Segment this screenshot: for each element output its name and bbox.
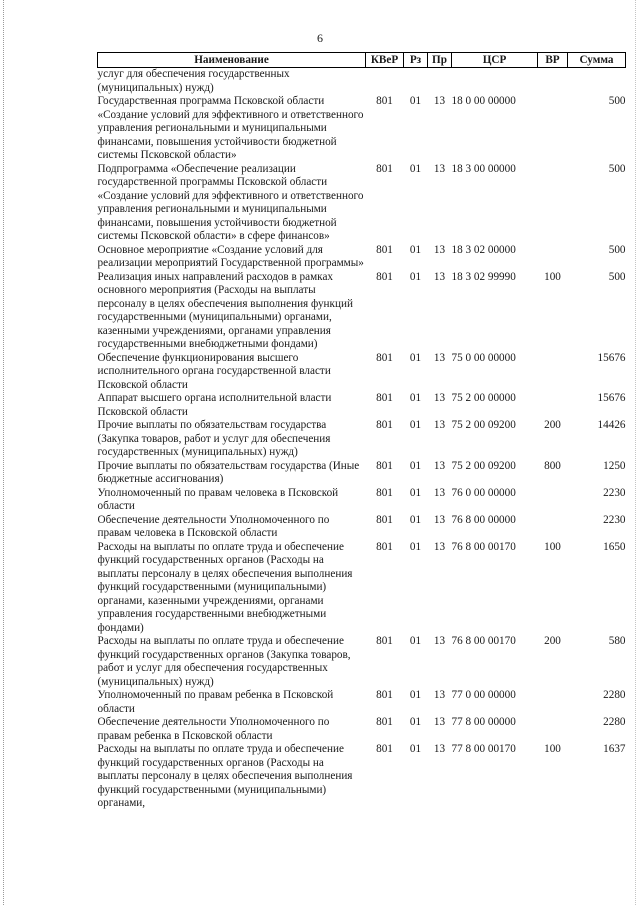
table-row (98, 460, 626, 487)
table-row (98, 352, 626, 393)
cell-pr (428, 68, 452, 96)
cell-rz: 01 (409, 486, 422, 499)
table-row (98, 487, 626, 514)
table-row (98, 68, 626, 96)
cell-vr (538, 716, 568, 743)
cell-rz: 01 (409, 243, 422, 256)
cell-name: Расходы на выплаты по оплате труда и обеспечение функций государственных органов (Расходы на выплаты персоналу в целях обеспечения выполнения функций государственными (муниципальными) органами, (97, 743, 353, 809)
cell-vr (538, 487, 568, 514)
cell-csr: 18 3 02 00000 (451, 243, 516, 256)
cell-name: Расходы на выплаты по оплате труда и обеспечение функций государственных органов (Расходы на выплаты персоналу в целях обеспечения выполнения функций государственными (муниципальными) органами, казенными учреждениями, органами управления государственными внебюджетными фондами) (97, 540, 353, 634)
cell-name: Уполномоченный по правам ребенка в Псковской области (97, 689, 334, 715)
cell-pr: 13 (433, 743, 446, 755)
cell-vr (538, 392, 568, 419)
cell-kver: 801 (376, 243, 393, 256)
cell-pr: 13 (433, 95, 446, 107)
cell-csr: 76 8 00 00170 (451, 540, 516, 553)
cell-sum: 1250 (603, 459, 626, 472)
cell-csr: 76 8 00 00000 (451, 513, 516, 526)
cell-pr: 13 (433, 392, 446, 404)
header-name: Наименование (98, 53, 366, 68)
cell-sum: 2230 (603, 513, 626, 526)
cell-name: Аппарат высшего органа исполнительной власти Псковской области (97, 392, 332, 418)
table-row (98, 716, 626, 743)
header-kver: КВеР (366, 53, 404, 68)
cell-rz: 01 (409, 743, 422, 755)
cell-pr: 13 (433, 716, 446, 728)
cell-kver: 801 (376, 540, 393, 553)
cell-sum: 500 (608, 162, 626, 175)
cell-rz: 01 (409, 351, 422, 364)
cell-name: Подпрограмма «Обеспечение реализации государственной программы Псковской области «Создание условий для эффективного и ответственного управления региональными и муниципальными финансами, повышения устойчивости бюджетной системы Псковской области» в сфере финансов» (97, 162, 364, 242)
table-row (98, 635, 626, 689)
cell-rz: 01 (409, 270, 422, 283)
table-row (98, 95, 626, 163)
cell-pr: 13 (433, 689, 446, 701)
cell-vr: 100 (544, 540, 561, 553)
cell-rz: 01 (409, 459, 422, 472)
table-row (98, 541, 626, 636)
cell-rz: 01 (409, 162, 422, 175)
table-row (98, 743, 626, 811)
cell-sum: 500 (608, 95, 626, 107)
cell-sum: 500 (608, 270, 626, 283)
cell-sum: 2280 (603, 689, 626, 701)
cell-name: Уполномоченный по правам человека в Псковской области (97, 486, 339, 512)
table-row (98, 514, 626, 541)
cell-sum: 14426 (597, 419, 626, 431)
cell-sum: 1650 (603, 540, 626, 553)
cell-kver: 801 (376, 419, 393, 431)
cell-csr: 18 3 00 00000 (451, 162, 516, 175)
cell-pr: 13 (433, 419, 446, 431)
cell-csr: 75 0 00 00000 (451, 351, 516, 364)
cell-name: Реализация иных направлений расходов в рамках основного мероприятия (Расходы на выплаты персоналу в целях обеспечения выполнения функций государственными (муниципальными) органами, казенными учреждениями, органами управления государственными внебюджетными фондами) (97, 270, 353, 350)
cell-kver: 801 (376, 459, 393, 472)
cell-pr: 13 (433, 351, 446, 364)
cell-name: Государственная программа Псковской области «Создание условий для эффективного и ответственного управления региональными и муниципальными финансами, повышения устойчивости бюджетной системы Псковской области» (97, 95, 364, 161)
cell-rz: 01 (409, 95, 422, 107)
table-row (98, 271, 626, 352)
table-row (98, 689, 626, 716)
scan-edge-left (3, 0, 5, 905)
cell-rz: 01 (409, 392, 422, 404)
cell-vr: 200 (544, 635, 561, 647)
cell-name: Обеспечение деятельности Уполномоченного по правам человека в Псковской области (97, 513, 330, 539)
cell-kver: 801 (376, 162, 393, 175)
cell-sum: 2280 (603, 716, 626, 728)
cell-csr: 77 8 00 00170 (451, 743, 516, 755)
page-number: 6 (317, 31, 323, 45)
cell-vr: 100 (544, 743, 561, 755)
cell-pr: 13 (433, 243, 446, 256)
cell-name: Обеспечение деятельности Уполномоченного по правам ребенка в Псковской области (97, 716, 330, 742)
header-sum: Сумма (568, 53, 626, 68)
cell-kver: 801 (376, 270, 393, 283)
cell-vr (538, 95, 568, 163)
cell-rz: 01 (409, 689, 422, 701)
cell-kver: 801 (376, 392, 393, 404)
cell-vr (538, 352, 568, 393)
cell-sum: 580 (608, 635, 626, 647)
cell-rz: 01 (409, 716, 422, 728)
cell-sum: 1637 (603, 743, 626, 755)
cell-vr (538, 163, 568, 244)
cell-kver (366, 68, 404, 96)
cell-csr: 75 2 00 09200 (451, 459, 516, 472)
cell-name: Расходы на выплаты по оплате труда и обеспечение функций государственных органов (Закупка товаров, работ и услуг для обеспечения государственных (муниципальных) нужд) (97, 635, 351, 688)
cell-sum: 500 (608, 243, 626, 256)
cell-kver: 801 (376, 351, 393, 364)
table-row (98, 244, 626, 271)
cell-rz: 01 (409, 540, 422, 553)
cell-csr: 18 3 02 99990 (451, 270, 516, 283)
cell-rz: 01 (409, 635, 422, 647)
cell-pr: 13 (433, 513, 446, 526)
cell-kver: 801 (376, 513, 393, 526)
cell-pr: 13 (433, 635, 446, 647)
cell-csr: 75 2 00 00000 (451, 392, 516, 404)
cell-vr (538, 689, 568, 716)
cell-csr: 75 2 00 09200 (451, 419, 516, 431)
cell-csr: 77 0 00 00000 (451, 689, 516, 701)
cell-csr: 18 0 00 00000 (451, 95, 516, 107)
cell-name: Основное мероприятие «Создание условий для реализации мероприятий Государственной программы» (97, 243, 364, 269)
cell-pr: 13 (433, 162, 446, 175)
cell-kver: 801 (376, 689, 393, 701)
cell-name: услуг для обеспечения государственных (муниципальных) нужд) (97, 68, 290, 94)
cell-kver: 801 (376, 716, 393, 728)
cell-sum (568, 68, 626, 96)
cell-vr: 200 (544, 419, 561, 431)
cell-csr: 76 0 00 00000 (451, 486, 516, 499)
cell-name: Прочие выплаты по обязательствам государства (Закупка товаров, работ и услуг для обеспечения государственных (муниципальных) нужд) (97, 419, 331, 458)
cell-kver: 801 (376, 743, 393, 755)
cell-name: Прочие выплаты по обязательствам государства (Иные бюджетные ассигнования) (97, 459, 360, 485)
cell-kver: 801 (376, 95, 393, 107)
cell-name: Обеспечение функционирования высшего исполнительного органа государственной власти Псковской области (97, 351, 331, 391)
header-csr: ЦСР (452, 53, 538, 68)
cell-vr: 800 (544, 459, 561, 472)
cell-rz: 01 (409, 419, 422, 431)
cell-sum: 2230 (603, 486, 626, 499)
table-row (98, 163, 626, 244)
cell-sum: 15676 (597, 351, 626, 364)
cell-vr (538, 244, 568, 271)
scan-edge-right (635, 0, 637, 905)
cell-csr (452, 68, 538, 96)
cell-kver: 801 (376, 635, 393, 647)
cell-vr (538, 68, 568, 96)
table-body (98, 68, 626, 811)
cell-vr: 100 (544, 270, 561, 283)
cell-pr: 13 (433, 540, 446, 553)
cell-kver: 801 (376, 486, 393, 499)
table-row (98, 392, 626, 419)
cell-pr: 13 (433, 270, 446, 283)
header-rz: Рз (404, 53, 428, 68)
cell-vr (538, 514, 568, 541)
header-pr: Пр (428, 53, 452, 68)
cell-csr: 76 8 00 00170 (451, 635, 516, 647)
table-row (98, 419, 626, 460)
header-vr: ВР (538, 53, 568, 68)
cell-sum: 15676 (597, 392, 626, 404)
cell-rz (404, 68, 428, 96)
cell-pr: 13 (433, 459, 446, 472)
cell-pr: 13 (433, 486, 446, 499)
cell-csr: 77 8 00 00000 (451, 716, 516, 728)
table-header-row (98, 53, 626, 68)
budget-table (97, 52, 626, 811)
cell-rz: 01 (409, 513, 422, 526)
